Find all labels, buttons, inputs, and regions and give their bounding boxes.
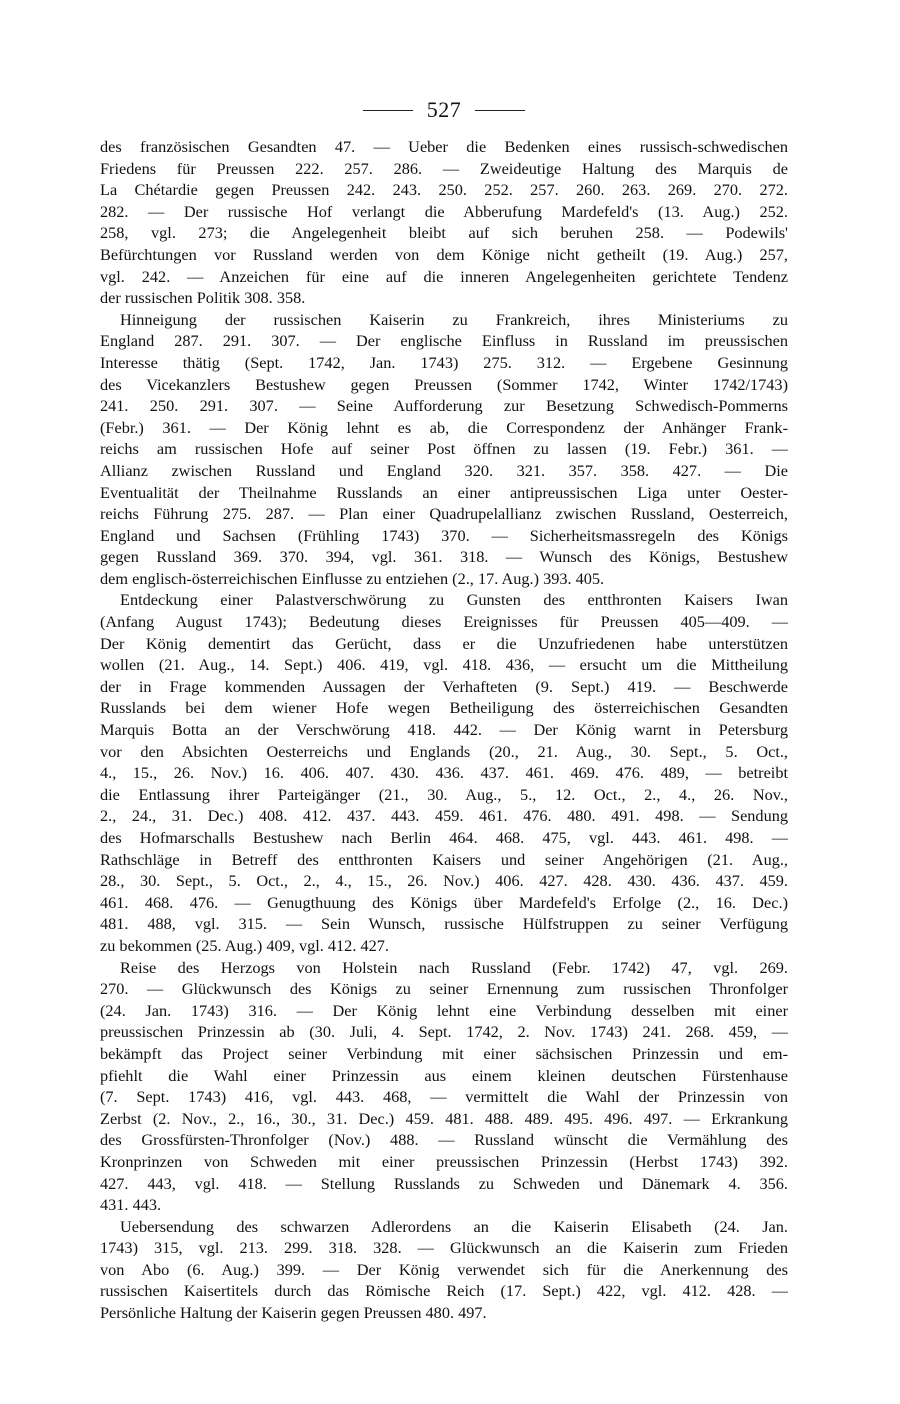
paragraph-1 xyxy=(100,136,788,309)
document-page xyxy=(100,92,788,1324)
text-line: die Entlassung ihrer Parteigänger (21., 30. Aug., 5., 12. Oct., 2., 4., 26. Nov., xyxy=(100,784,788,804)
text-line: 427. 443, vgl. 418. — Stellung Russlands zu Schweden und Dänemark 4. 356. xyxy=(100,1173,788,1193)
text-line: Russlands bei dem wiener Hofe wegen Betheiligung des österreichischen Gesandten xyxy=(100,698,788,718)
text-line: vgl. 242. — Anzeichen für eine auf die inneren Angelegenheiten gerichtete Tendenz xyxy=(100,266,788,286)
text-line: gegen Russland 369. 370. 394, vgl. 361. 318. — Wunsch des Königs, Bestushew xyxy=(100,547,788,567)
text-line: von Abo (6. Aug.) 399. — Der König verwendet sich für die Anerkennung des xyxy=(100,1259,788,1279)
text-line: reichs am russischen Hofe auf seiner Post öffnen zu lassen (19. Febr.) 361. — xyxy=(100,439,788,459)
page-header xyxy=(100,92,788,128)
text-line: bekämpft das Project seiner Verbindung mit einer sächsischen Prinzessin und em- xyxy=(100,1043,788,1063)
text-line: 282. — Der russische Hof verlangt die Abberufung Mardefeld's (13. Aug.) 252. xyxy=(100,201,788,221)
text-line: 461. 468. 476. — Genugthuung des Königs über Mardefeld's Erfolge (2., 16. Dec.) xyxy=(100,892,788,912)
header-rule-right xyxy=(475,110,525,111)
text-line: 431. 443. xyxy=(100,1195,162,1215)
paragraph-4 xyxy=(100,957,788,1216)
text-line: wollen (21. Aug., 14. Sept.) 406. 419, vgl. 418. 436, — ersucht um die Mittheilung xyxy=(100,655,788,675)
text-line: des französischen Gesandten 47. — Ueber die Bedenken eines russisch-schwedischen xyxy=(100,137,788,156)
text-line: Der König dementirt das Gerücht, dass er die Unzufriedenen habe unterstützen xyxy=(100,633,788,653)
text-line: vor den Absichten Oesterreichs und Englands (20., 21. Aug., 30. Sept., 5. Oct., xyxy=(100,741,788,761)
text-line: dem englisch-österreichischen Einflusse zu entziehen (2., 17. Aug.) 393. 405. xyxy=(100,568,605,588)
text-line: (24. Jan. 1743) 316. — Der König lehnt eine Verbindung desselben mit einer xyxy=(100,1000,788,1020)
paragraph-2 xyxy=(100,309,788,590)
text-line: England und Sachsen (Frühling 1743) 370. — Sicherheitsmassregeln des Königs xyxy=(100,525,788,545)
header-rule-left xyxy=(363,110,413,111)
text-line: Entdeckung einer Palastverschwörung zu Gunsten des entthronten Kaisers Iwan xyxy=(120,590,788,610)
text-line: Interesse thätig (Sept. 1742, Jan. 1743) 275. 312. — Ergebene Gesinnung xyxy=(100,352,788,372)
text-line: Befürchtungen vor Russland werden von dem Könige nicht getheilt (19. Aug.) 257, xyxy=(100,244,788,264)
text-line: der in Frage kommenden Aussagen der Verhafteten (9. Sept.) 419. — Beschwerde xyxy=(100,676,788,696)
text-line: pfiehlt die Wahl einer Prinzessin aus einem kleinen deutschen Fürstenhause xyxy=(100,1065,788,1085)
text-line: (Febr.) 361. — Der König lehnt es ab, die Correspondenz der Anhänger Frank- xyxy=(100,417,788,437)
text-line: 28., 30. Sept., 5. Oct., 2., 4., 15., 26. Nov.) 406. 427. 428. 430. 436. 437. 459. xyxy=(100,871,788,891)
paragraph-5 xyxy=(100,1216,788,1324)
text-line: zu bekommen (25. Aug.) 409, vgl. 412. 427. xyxy=(100,935,389,955)
text-line: Persönliche Haltung der Kaiserin gegen Preussen 480. 497. xyxy=(100,1303,487,1323)
text-line: des Hofmarschalls Bestushew nach Berlin 464. 468. 475, vgl. 443. 461. 498. — xyxy=(100,828,788,847)
text-line: Eventualität der Theilnahme Russlands an einer antipreussischen Liga unter Oester- xyxy=(100,482,788,502)
text-line: (7. Sept. 1743) 416, vgl. 443. 468, — vermittelt die Wahl der Prinzessin von xyxy=(100,1087,788,1107)
text-line: 258, vgl. 273; die Angelegenheit bleibt auf sich beruhen 258. — Podewils' xyxy=(100,223,788,243)
text-line: 481. 488, vgl. 315. — Sein Wunsch, russische Hülfstruppen zu seiner Verfügung xyxy=(100,914,788,934)
page-number: 527 xyxy=(426,97,462,122)
text-line: Zerbst (2. Nov., 2., 16., 30., 31. Dec.) 459. 481. 488. 489. 495. 496. 497. — Erkrankung xyxy=(100,1108,788,1128)
text-line: La Chétardie gegen Preussen 242. 243. 250. 252. 257. 260. 263. 269. 270. 272. xyxy=(100,180,788,200)
text-line: (Anfang August 1743); Bedeutung dieses Ereignisses für Preussen 405—409. — xyxy=(100,612,788,632)
text-line: russischen Kaisertitels durch das Römische Reich (17. Sept.) 422, vgl. 412. 428. — xyxy=(100,1281,788,1301)
text-line: des Grossfürsten-Thronfolger (Nov.) 488. — Russland wünscht die Vermählung des xyxy=(100,1130,788,1150)
text-line: 1743) 315, vgl. 213. 299. 318. 328. — Glückwunsch an die Kaiserin zum Frieden xyxy=(100,1238,788,1258)
paragraph-3 xyxy=(100,589,788,956)
text-line: England 287. 291. 307. — Der englische Einfluss in Russland im preussischen xyxy=(100,331,788,351)
text-line: Hinneigung der russischen Kaiserin zu Frankreich, ihres Ministeriums zu xyxy=(120,309,788,329)
text-line: 241. 250. 291. 307. — Seine Aufforderung zur Besetzung Schwedisch-Pommerns xyxy=(100,396,788,416)
body-text xyxy=(100,136,788,1324)
text-line: Kronprinzen von Schweden mit einer preussischen Prinzessin (Herbst 1743) 392. xyxy=(100,1151,788,1171)
text-line: der russischen Politik 308. 358. xyxy=(100,288,306,308)
text-line: 4., 15., 26. Nov.) 16. 406. 407. 430. 436. 437. 461. 469. 476. 489, — betreibt xyxy=(100,763,788,783)
text-line: 2., 24., 31. Dec.) 408. 412. 437. 443. 459. 461. 476. 480. 491. 498. — Sendung xyxy=(100,806,788,826)
text-line: preussischen Prinzessin ab (30. Juli, 4. Sept. 1742, 2. Nov. 1743) 241. 268. 459, — xyxy=(100,1022,788,1042)
text-line: Reise des Herzogs von Holstein nach Russland (Febr. 1742) 47, vgl. 269. xyxy=(120,957,788,977)
text-line: reichs Führung 275. 287. — Plan einer Quadrupelallianz zwischen Russland, Oesterreich, xyxy=(100,504,788,524)
text-line: Allianz zwischen Russland und England 320. 321. 357. 358. 427. — Die xyxy=(100,460,788,480)
text-line: Friedens für Preussen 222. 257. 286. — Zweideutige Haltung des Marquis de xyxy=(100,158,788,178)
text-line: Marquis Botta an der Verschwörung 418. 442. — Der König warnt in Petersburg xyxy=(100,720,788,740)
text-line: des Vicekanzlers Bestushew gegen Preussen (Sommer 1742, Winter 1742/1743) xyxy=(100,374,788,394)
text-line: 270. — Glückwunsch des Königs zu seiner Ernennung zum russischen Thronfolger xyxy=(100,979,788,999)
text-line: Rathschläge in Betreff des entthronten Kaisers und seiner Angehörigen (21. Aug., xyxy=(100,849,788,869)
text-line: Uebersendung des schwarzen Adlerordens an die Kaiserin Elisabeth (24. Jan. xyxy=(120,1216,788,1236)
